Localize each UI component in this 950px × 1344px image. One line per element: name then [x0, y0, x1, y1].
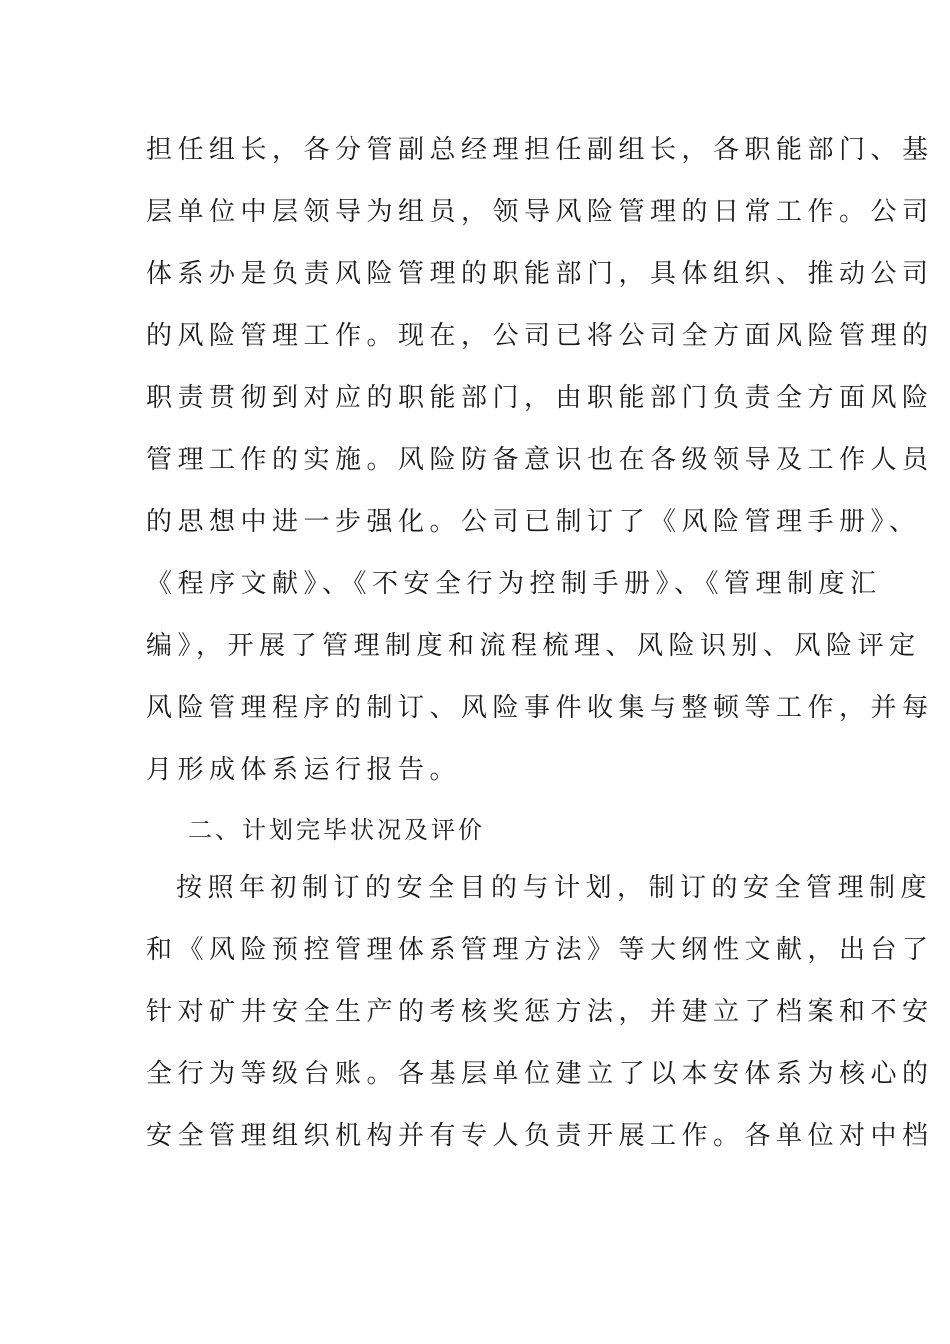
paragraph-line: 管理工作的实施。风险防备意识也在各级领导及工作人员 — [146, 445, 934, 475]
paragraph-line: 安全管理组织机构并有专人负责开展工作。各单位对中档 — [146, 1121, 934, 1151]
paragraph-line: 风险管理程序的制订、风险事件收集与整顿等工作，并每 — [146, 693, 934, 723]
paragraph-line: 体系办是负责风险管理的职能部门，具体组织、推动公司 — [146, 259, 934, 289]
paragraph-line: 的风险管理工作。现在，公司已将公司全方面风险管理的 — [146, 321, 934, 351]
paragraph-line: 《程序文献》、《不安全行为控制手册》、《管理制度汇 — [146, 569, 882, 599]
paragraph-line: 和《风险预控管理体系管理方法》等大纲性文献，出台了 — [146, 935, 934, 965]
paragraph-line: 全行为等级台账。各基层单位建立了以本安体系为核心的 — [146, 1059, 934, 1089]
paragraph-line: 月形成体系运行报告。 — [146, 755, 462, 785]
paragraph-line: 职责贯彻到对应的职能部门，由职能部门负责全方面风险 — [146, 383, 934, 413]
paragraph-line: 针对矿井安全生产的考核奖惩方法，并建立了档案和不安 — [146, 997, 934, 1027]
paragraph-line: 编》，开展了管理制度和流程梳理、风险识别、风险评定 — [146, 631, 921, 661]
paragraph-line: 的思想中进一步强化。公司已制订了《风险管理手册》、 — [146, 507, 921, 537]
paragraph-line: 按照年初制订的安全目的与计划，制订的安全管理制度 — [176, 873, 933, 903]
paragraph-line: 担任组长，各分管副总经理担任副组长，各职能部门、基 — [146, 135, 934, 165]
paragraph-line: 层单位中层领导为组员，领导风险管理的日常工作。公司 — [146, 197, 934, 227]
section-heading: 二、计划完毕状况及评价 — [188, 816, 485, 844]
